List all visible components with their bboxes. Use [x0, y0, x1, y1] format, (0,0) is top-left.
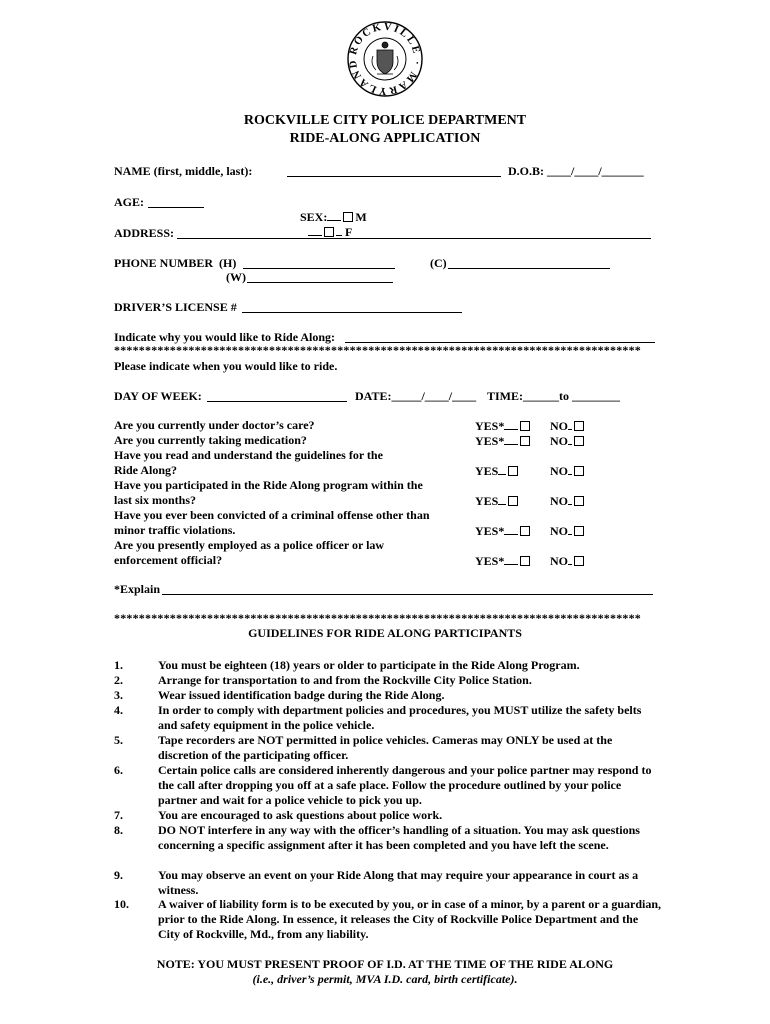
q1-yes-underline [504, 418, 518, 430]
guidelines-title: GUIDELINES FOR RIDE ALONG PARTICIPANTS [248, 626, 522, 640]
q4-no-checkbox[interactable] [574, 496, 584, 506]
q1-no-checkbox[interactable] [574, 421, 584, 431]
sex-m-label: M [355, 210, 367, 224]
q4-yes-underline [498, 493, 506, 505]
q2-no-label: NO [550, 434, 568, 448]
explain-label: *Explain [114, 582, 161, 596]
when-intro: Please indicate when you would like to ride. [114, 359, 338, 373]
q4-yes [475, 493, 520, 509]
phone-home-field[interactable] [243, 257, 395, 269]
q6-yes-checkbox[interactable] [520, 556, 530, 566]
q4-yes-label: YES [475, 494, 499, 508]
q3-yes [475, 463, 520, 479]
phone-work-field[interactable] [247, 271, 393, 283]
guideline-6-text: Certain police calls are considered inherently dangerous and your police partner may respond to the call after dropping you off at a safe place. Follow the procedure outlined by your police partner and wait for a police vehicle to pick you up. [158, 763, 652, 807]
q5-no-checkbox[interactable] [574, 526, 584, 536]
phone-work-label: (W) [226, 270, 246, 284]
city-seal [346, 20, 424, 98]
guideline-4-text: In order to comply with department policies and procedures, you MUST utilize the safety belts and safety equipment in the police vehicle. [158, 703, 642, 732]
q6-no-checkbox[interactable] [574, 556, 584, 566]
phone-label: PHONE NUMBER (H) [114, 256, 237, 270]
sex-m-checkbox[interactable] [343, 212, 353, 222]
q1-yes-label: YES* [475, 419, 505, 433]
note-examples: (i.e., driver’s permit, MVA I.D. card, birth certificate). [252, 972, 518, 986]
q2-no-underline [568, 433, 572, 445]
address-field[interactable] [177, 227, 651, 239]
sex-f-label: F [345, 225, 353, 239]
time-field[interactable]: TIME:______to ________ [487, 389, 620, 403]
q5-no-underline [568, 523, 572, 535]
sex-m-underline [327, 209, 341, 221]
q2-yes-checkbox[interactable] [520, 436, 530, 446]
seal-text: ROCKVILLE · MARYLAND [347, 21, 423, 97]
q4-no-label: NO [550, 494, 568, 508]
guideline-1-number: 1. [114, 658, 123, 672]
q3-yes-checkbox[interactable] [508, 466, 518, 476]
guideline-10-text: A waiver of liability form is to be executed by you, or in case of a minor, by a parent or a guardian, prior to the Ride Along. In essence, it releases the City of Rockville Police Department and the City of Rockville, Md., from any liability. [158, 897, 661, 941]
crest-icon [372, 42, 398, 74]
q5-yes [475, 523, 532, 539]
q1-yes-checkbox[interactable] [520, 421, 530, 431]
sex-label: SEX: [300, 210, 328, 224]
q1-no-underline [568, 418, 572, 430]
guideline-10-number: 10. [114, 897, 129, 911]
q1-no [550, 418, 586, 434]
question-2: Are you currently taking medication? [114, 433, 307, 447]
explain-field[interactable] [162, 583, 653, 595]
q2-yes-label: YES* [475, 434, 505, 448]
question-5: Have you ever been convicted of a criminal offense other than minor traffic violations. [114, 508, 430, 537]
name-field[interactable] [287, 165, 501, 177]
question-4: Have you participated in the Ride Along program within the last six months? [114, 478, 423, 507]
guideline-3-text: Wear issued identification badge during the Ride Along. [158, 688, 445, 702]
separator-stars-2: ************************************************************************************* [114, 611, 641, 625]
age-field[interactable] [148, 196, 204, 208]
q6-no-label: NO [550, 554, 568, 568]
guideline-2-text: Arrange for transportation to and from the Rockville City Police Station. [158, 673, 532, 687]
name-label: NAME (first, middle, last): [114, 164, 253, 178]
day-label: DAY OF WEEK: [114, 389, 202, 403]
why-field[interactable] [345, 331, 655, 343]
license-field[interactable] [242, 301, 462, 313]
day-field[interactable] [207, 390, 347, 402]
q6-no [550, 553, 586, 569]
q4-yes-checkbox[interactable] [508, 496, 518, 506]
q2-yes [475, 433, 532, 449]
q3-no-checkbox[interactable] [574, 466, 584, 476]
form-title-application: RIDE-ALONG APPLICATION [289, 131, 481, 146]
form-title-department: ROCKVILLE CITY POLICE DEPARTMENT [243, 113, 527, 128]
q3-yes-underline [498, 463, 506, 475]
separator-stars: ************************************************************************************* [114, 343, 641, 357]
q5-no-label: NO [550, 524, 568, 538]
guideline-8-number: 8. [114, 823, 123, 837]
q4-no [550, 493, 586, 509]
question-6: Are you presently employed as a police officer or law enforcement official? [114, 538, 385, 567]
q1-no-label: NO [550, 419, 568, 433]
phone-cell-field[interactable] [448, 257, 610, 269]
guideline-8-text: DO NOT interfere in any way with the officer’s handling of a situation. You may ask questions concerning a specific assignment after it has been completed and you have left the scene. [158, 823, 640, 852]
question-3: Have you read and understand the guidelines for the Ride Along? [114, 448, 383, 477]
guideline-9-number: 9. [114, 868, 123, 882]
q2-no [550, 433, 586, 449]
why-label: Indicate why you would like to Ride Along: [114, 330, 336, 344]
q5-yes-underline [504, 523, 518, 535]
guideline-3-number: 3. [114, 688, 123, 702]
question-1: Are you currently under doctor’s care? [114, 418, 315, 432]
age-label: AGE: [114, 195, 144, 209]
q3-yes-label: YES [475, 464, 499, 478]
q2-yes-underline [504, 433, 518, 445]
license-label: DRIVER’S LICENSE # [114, 300, 237, 314]
guideline-6-number: 6. [114, 763, 123, 777]
note-line: NOTE: YOU MUST PRESENT PROOF OF I.D. AT THE TIME OF THE RIDE ALONG [156, 957, 614, 971]
date-field[interactable]: DATE:_____/____/____ [355, 389, 477, 403]
q6-yes [475, 553, 532, 569]
q1-yes [475, 418, 532, 434]
q5-no [550, 523, 586, 539]
guideline-5-text: Tape recorders are NOT permitted in police vehicles. Cameras may ONLY be used at the discretion of the participating officer. [158, 733, 613, 762]
q3-no-label: NO [550, 464, 568, 478]
q6-yes-label: YES* [475, 554, 505, 568]
q3-no-underline [568, 463, 572, 475]
guideline-7-number: 7. [114, 808, 123, 822]
q3-no [550, 463, 586, 479]
q5-yes-checkbox[interactable] [520, 526, 530, 536]
phone-cell-label: (C) [430, 256, 447, 270]
dob-label: D.O.B: ____/____/_______ [508, 164, 644, 178]
guideline-2-number: 2. [114, 673, 123, 687]
guideline-4-number: 4. [114, 703, 123, 717]
q4-no-underline [568, 493, 572, 505]
q2-no-checkbox[interactable] [574, 436, 584, 446]
guideline-9-text: You may observe an event on your Ride Along that may require your appearance in court as a witness. [158, 868, 639, 897]
q5-yes-label: YES* [475, 524, 505, 538]
q6-no-underline [568, 553, 572, 565]
guideline-5-number: 5. [114, 733, 123, 747]
guideline-1-text: You must be eighteen (18) years or older to participate in the Ride Along Program. [158, 658, 580, 672]
address-label: ADDRESS: [114, 226, 175, 240]
guideline-7-text: You are encouraged to ask questions about police work. [158, 808, 443, 822]
q6-yes-underline [504, 553, 518, 565]
